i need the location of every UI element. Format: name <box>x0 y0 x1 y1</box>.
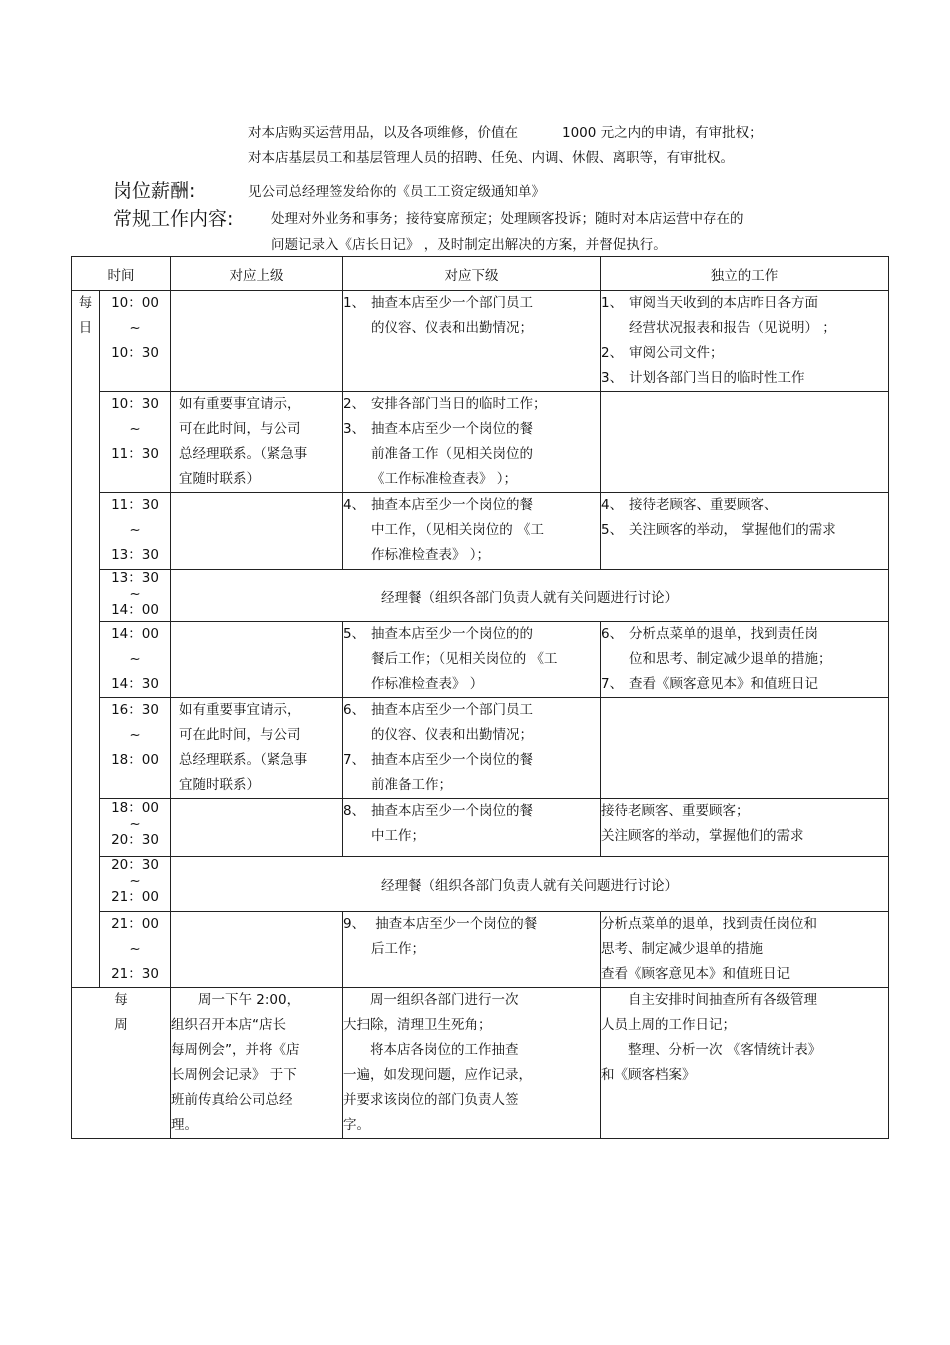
header-upper: 对应上级 <box>171 257 343 291</box>
time-cell <box>100 392 171 493</box>
list-item-line: 后工作； <box>371 941 425 957</box>
table-header-row <box>72 257 889 291</box>
time-text: 10：00 <box>111 295 159 311</box>
time-text: 10：30 <box>111 396 159 412</box>
weekly-lower-text: 大扫除，清理卫生死角； <box>343 1017 492 1033</box>
salary-text: 见公司总经理签发给你的《员工工资定级通知单》 <box>248 184 545 200</box>
lower-cell <box>343 392 601 493</box>
upper-text: 总经理联系。（紧急事 <box>179 446 308 462</box>
weekly-label-char: 周 <box>114 1017 128 1033</box>
item-number: 1、 <box>601 295 624 311</box>
weekly-upper-text: 组织召开本店“店长 <box>171 1017 286 1033</box>
time-text: 11：30 <box>111 497 159 513</box>
routine-line-1: 处理对外业务和事务；接待宴席预定；处理顾客投诉；随时对本店运营中存在的 <box>271 211 744 227</box>
time-cell <box>100 622 171 698</box>
item-number: 2、 <box>601 345 624 361</box>
upper-text: 总经理联系。（紧急事 <box>179 752 308 768</box>
daily-label-char: 每 <box>78 295 93 311</box>
weekly-lower-text: 将本店各岗位的工作抽查 <box>370 1042 519 1058</box>
time-text: ~ <box>129 586 141 602</box>
list-item-line: 中工作，（见相关岗位的 《工 <box>371 522 545 538</box>
weekly-lower-text: 一遍，如发现问题，应作记录， <box>343 1067 532 1083</box>
list-item-line: 6、 抽查本店至少一个部门员工 <box>343 698 600 723</box>
upper-cell <box>171 493 343 570</box>
time-text: ~ <box>129 522 141 538</box>
weekly-upper-text: 周一下午 2:00， <box>198 992 301 1008</box>
authority-line-2: 对本店基层员工和基层管理人员的招聘、任免、内调、休假、离职等，有审批权。 <box>248 150 734 166</box>
lower-cell <box>343 622 601 698</box>
table-row <box>72 799 889 857</box>
list-item-line: 7、 抽查本店至少一个岗位的餐 <box>343 748 600 773</box>
time-cell <box>100 799 171 857</box>
upper-text: 可在此时间，与公司 <box>179 727 301 743</box>
time-text: ~ <box>129 873 141 889</box>
weekly-upper-text: 理。 <box>171 1117 198 1133</box>
weekly-independent-text: 整理、分析一次 《客情统计表》 <box>628 1042 822 1058</box>
table-row <box>72 698 889 799</box>
weekly-independent-text: 和《顾客档案》 <box>601 1067 696 1083</box>
time-cell <box>100 912 171 988</box>
weekly-independent-cell <box>601 988 889 1139</box>
routine-heading: 常规工作内容: <box>113 208 234 230</box>
list-item-line: 的仪容、仪表和出勤情况； <box>371 320 533 336</box>
independent-cell <box>601 392 889 493</box>
weekly-lower-cell <box>343 988 601 1139</box>
item-number: 2、 <box>343 396 366 412</box>
independent-cell <box>601 493 889 570</box>
list-item-line: 5、 抽查本店至少一个岗位的的 <box>343 622 600 647</box>
upper-text: 可在此时间，与公司 <box>179 421 301 437</box>
daily-label <box>72 291 100 988</box>
authority-line-1b: 1000 元之内的申请，有审批权； <box>562 125 763 141</box>
time-text: 18：00 <box>111 752 159 768</box>
item-number: 8、 <box>343 803 366 819</box>
time-text: ~ <box>129 421 141 437</box>
time-text: 14：30 <box>111 676 159 692</box>
time-text: 21：00 <box>111 916 159 932</box>
upper-cell <box>171 392 343 493</box>
item-number: 4、 <box>343 497 366 513</box>
list-item-line: 位和思考、制定减少退单的措施； <box>629 651 832 667</box>
time-text: 14：00 <box>111 626 159 642</box>
list-item-line: 的仪容、仪表和出勤情况； <box>371 727 533 743</box>
item-number: 7、 <box>601 676 624 692</box>
independent-text: 思考、制定减少退单的措施 <box>601 941 763 957</box>
independent-cell <box>601 622 889 698</box>
list-item-line: 7、 查看《顾客意见本》和值班日记 <box>601 672 888 697</box>
time-text: ~ <box>129 941 141 957</box>
salary-heading: 岗位薪酬: <box>113 180 196 202</box>
list-item-line: 中工作； <box>371 828 425 844</box>
time-text: 18：00 <box>111 800 159 816</box>
lower-cell <box>343 799 601 857</box>
time-text: 11：30 <box>111 446 159 462</box>
upper-cell <box>171 799 343 857</box>
time-text: 10：30 <box>111 345 159 361</box>
meal-row <box>72 857 889 912</box>
time-text: 13：30 <box>111 547 159 563</box>
weekly-label <box>72 988 171 1139</box>
item-number: 3、 <box>343 421 366 437</box>
weekly-label-char: 每 <box>114 992 128 1008</box>
item-number: 9、 <box>343 916 366 932</box>
independent-cell <box>601 291 889 392</box>
weekly-upper-text: 每周例会”，并将《店 <box>171 1042 300 1058</box>
upper-text: 宜随时联系） <box>179 777 260 793</box>
upper-text: 如有重要事宜请示， <box>179 396 301 412</box>
authority-line-1 <box>248 121 763 141</box>
independent-text: 分析点菜单的退单，找到责任岗位和 <box>601 916 817 932</box>
table-row <box>72 912 889 988</box>
independent-cell <box>601 698 889 799</box>
list-item-line: 前准备工作（见相关岗位的 <box>371 446 533 462</box>
weekly-lower-text: 字。 <box>343 1117 370 1133</box>
item-number: 5、 <box>601 522 624 538</box>
item-number: 3、 <box>601 370 624 386</box>
time-text: ~ <box>129 727 141 743</box>
lower-cell <box>343 698 601 799</box>
list-item-line: 《工作标准检查表》 ）； <box>371 471 518 487</box>
table-row <box>72 622 889 698</box>
manager-meal-cell: 经理餐（组织各部门负责人就有关问题进行讨论） <box>171 570 889 622</box>
routine-line-2: 问题记录入《店长日记》 ，及时制定出解决的方案，并督促执行。 <box>271 237 667 253</box>
item-number: 5、 <box>343 626 366 642</box>
table-row <box>72 291 889 392</box>
time-text: 20：30 <box>111 832 159 848</box>
lower-cell <box>343 912 601 988</box>
time-text: 13：30 <box>111 570 159 586</box>
daily-label-char: 日 <box>78 320 93 336</box>
list-item-line: 5、 关注顾客的举动， 掌握他们的需求 <box>601 518 888 543</box>
list-item-line: 2、 安排各部门当日的临时工作； <box>343 392 600 417</box>
list-item-line: 作标准检查表》 ）； <box>371 547 491 563</box>
time-text: 16：30 <box>111 702 159 718</box>
lower-cell <box>343 493 601 570</box>
upper-cell <box>171 912 343 988</box>
header-time: 时间 <box>72 257 171 291</box>
time-text: ~ <box>129 816 141 832</box>
upper-text: 宜随时联系） <box>179 471 260 487</box>
list-item-line: 4、 接待老顾客、重要顾客、 <box>601 493 888 518</box>
item-number: 6、 <box>601 626 624 642</box>
list-item-line: 9、 抽查本店至少一个岗位的餐 <box>343 912 600 937</box>
time-text: ~ <box>129 320 141 336</box>
weekly-upper-cell <box>171 988 343 1139</box>
meal-row <box>72 570 889 622</box>
independent-cell <box>601 912 889 988</box>
list-item-line: 经营状况报表和报告（见说明） ； <box>629 320 836 336</box>
time-text: ~ <box>129 651 141 667</box>
list-item-line: 6、 分析点菜单的退单，找到责任岗 <box>601 622 888 647</box>
time-text: 20：30 <box>111 857 159 873</box>
weekly-independent-text: 自主安排时间抽查所有各级管理 <box>628 992 817 1008</box>
weekly-independent-text: 人员上周的工作日记； <box>601 1017 736 1033</box>
weekly-row <box>72 988 889 1139</box>
manager-meal-cell: 经理餐（组织各部门负责人就有关问题进行讨论） <box>171 857 889 912</box>
time-text: 21：30 <box>111 966 159 982</box>
list-item-line: 3、 抽查本店至少一个岗位的餐 <box>343 417 600 442</box>
time-text: 14：00 <box>111 602 159 618</box>
weekly-upper-text: 长周例会记录》 于下 <box>171 1067 297 1083</box>
weekly-lower-text: 周一组织各部门进行一次 <box>370 992 519 1008</box>
independent-text: 接待老顾客、重要顾客； <box>601 803 750 819</box>
independent-text: 查看《顾客意见本》和值班日记 <box>601 966 790 982</box>
lower-cell <box>343 291 601 392</box>
item-number: 6、 <box>343 702 366 718</box>
list-item-line: 4、 抽查本店至少一个岗位的餐 <box>343 493 600 518</box>
list-item-line: 餐后工作；（见相关岗位的 《工 <box>371 651 558 667</box>
time-cell <box>100 570 171 622</box>
item-number: 4、 <box>601 497 624 513</box>
item-number: 7、 <box>343 752 366 768</box>
independent-text: 关注顾客的举动，掌握他们的需求 <box>601 828 804 844</box>
upper-cell <box>171 291 343 392</box>
item-number: 1、 <box>343 295 366 311</box>
weekly-upper-text: 班前传真给公司总经 <box>171 1092 293 1108</box>
time-cell <box>100 857 171 912</box>
header-independent: 独立的工作 <box>601 257 889 291</box>
weekly-lower-text: 并要求该岗位的部门负责人签 <box>343 1092 519 1108</box>
time-cell <box>100 291 171 392</box>
time-text: 21：00 <box>111 889 159 905</box>
header-lower: 对应下级 <box>343 257 601 291</box>
independent-cell <box>601 799 889 857</box>
list-item-line: 1、 抽查本店至少一个部门员工 <box>343 291 600 316</box>
list-item-line: 前准备工作； <box>371 777 452 793</box>
upper-cell <box>171 622 343 698</box>
authority-line-1a: 对本店购买运营用品，以及各项维修，价值在 <box>248 125 518 141</box>
list-item-line: 2、 审阅公司文件； <box>601 341 888 366</box>
list-item-line: 1、 审阅当天收到的本店昨日各方面 <box>601 291 888 316</box>
list-item-line: 作标准检查表》 ） <box>371 676 484 692</box>
time-cell <box>100 493 171 570</box>
list-item-line: 8、 抽查本店至少一个岗位的餐 <box>343 799 600 824</box>
list-item-line: 3、 计划各部门当日的临时性工作 <box>601 366 888 391</box>
time-cell <box>100 698 171 799</box>
upper-text: 如有重要事宜请示， <box>179 702 301 718</box>
table-row <box>72 493 889 570</box>
upper-cell <box>171 698 343 799</box>
schedule-table <box>71 256 889 1139</box>
table-row <box>72 392 889 493</box>
